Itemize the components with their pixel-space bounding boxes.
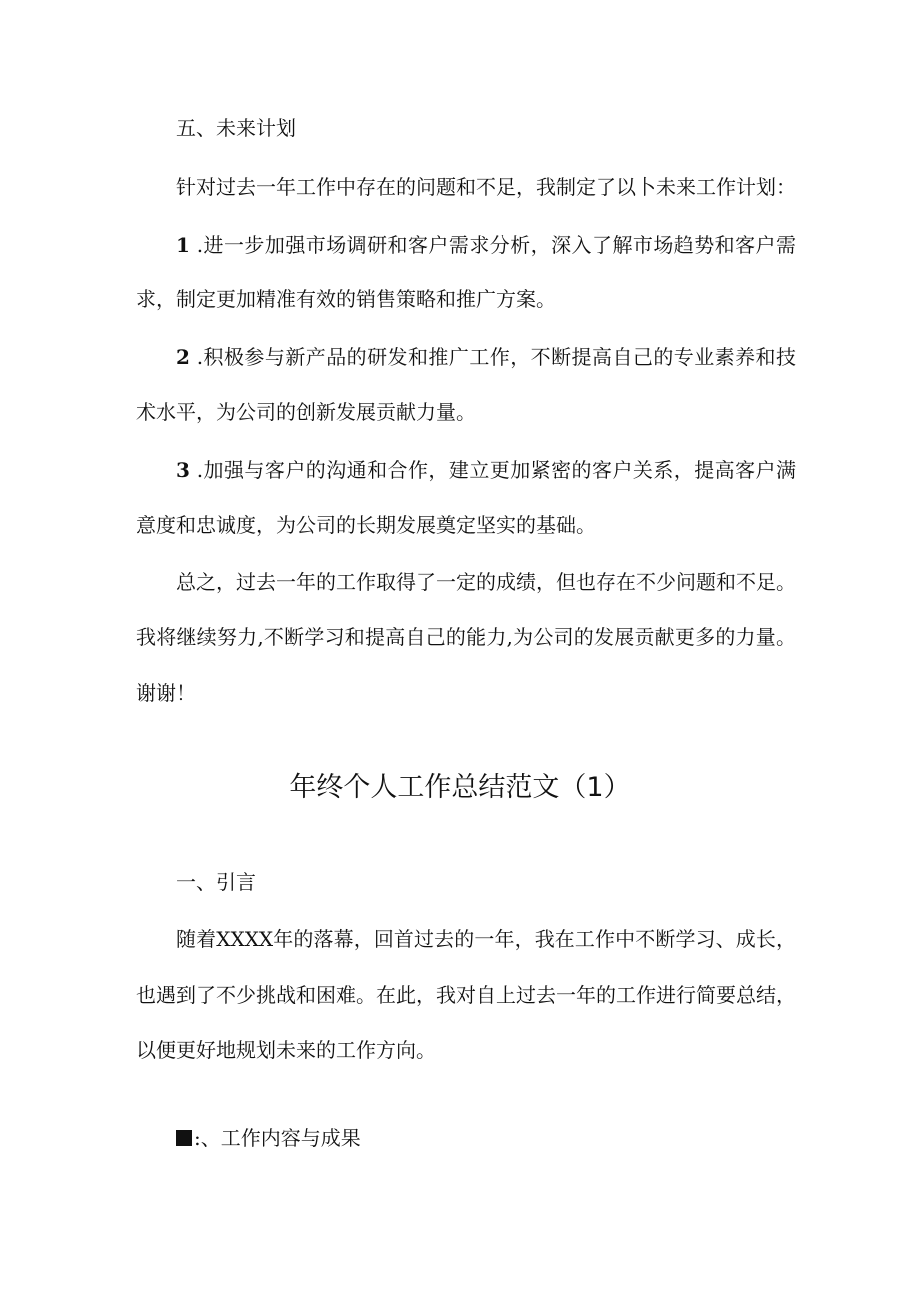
conclusion-line-1: 总之，过去一年的工作取得了一定的成绩，但也存在不少问题和不足。 — [176, 570, 796, 594]
plan-item-2-line-1 — [176, 343, 796, 371]
intro-para-line-3: 以便更好地规划未来的工作方向。 — [136, 1038, 436, 1062]
section-five-heading: 五、未来计划 — [176, 116, 296, 140]
plan-item-1-text: .进一步加强市场调研和客户需求分析，深入了解市场趋势和客户需 — [196, 233, 797, 257]
intro-para-line-2: 也遇到了不少挑战和困难。在此，我对自上过去一年的工作进行简要总结， — [136, 983, 796, 1007]
document-title: 年终个人工作总结范文（1） — [289, 772, 631, 803]
square-bullet-icon — [176, 1130, 192, 1146]
plan-item-1-number: 1 — [176, 233, 190, 257]
section-two-heading: :、工作内容与成果 — [194, 1126, 361, 1150]
intro-para-line-1: 随着XXXX年的落幕，回首过去的一年，我在工作中不断学习、成长， — [176, 927, 796, 951]
conclusion-line-2: 我将继续努力,不断学习和提高自己的能力,为公司的发展贡献更多的力量。 — [136, 625, 796, 649]
plan-item-1-line-2: 求，制定更加精准有效的销售策略和推广方案。 — [136, 287, 556, 311]
plan-item-3-text: .加强与客户的沟通和合作，建立更加紧密的客户关系，提高客户满 — [196, 458, 797, 482]
section-five-intro: 针对过去一年工作中存在的问题和不足，我制定了以卜未来工作计划： — [176, 175, 796, 199]
section-two-heading-row — [176, 1124, 796, 1152]
conclusion-line-3: 谢谢！ — [136, 681, 196, 705]
plan-item-2-text: .积极参与新产品的研发和推广工作，不断提高自己的专业素养和技 — [196, 345, 797, 369]
plan-item-2-line-2: 术水平，为公司的创新发展贡献力量。 — [136, 400, 476, 424]
plan-item-2-number: 2 — [176, 345, 190, 369]
plan-item-3-number: 3 — [176, 458, 190, 482]
section-one-heading: 一、引言 — [176, 870, 256, 894]
plan-item-3-line-1 — [176, 456, 796, 484]
plan-item-1-line-1 — [176, 231, 796, 259]
plan-item-3-line-2: 意度和忠诚度，为公司的长期发展奠定坚实的基础。 — [136, 513, 596, 537]
